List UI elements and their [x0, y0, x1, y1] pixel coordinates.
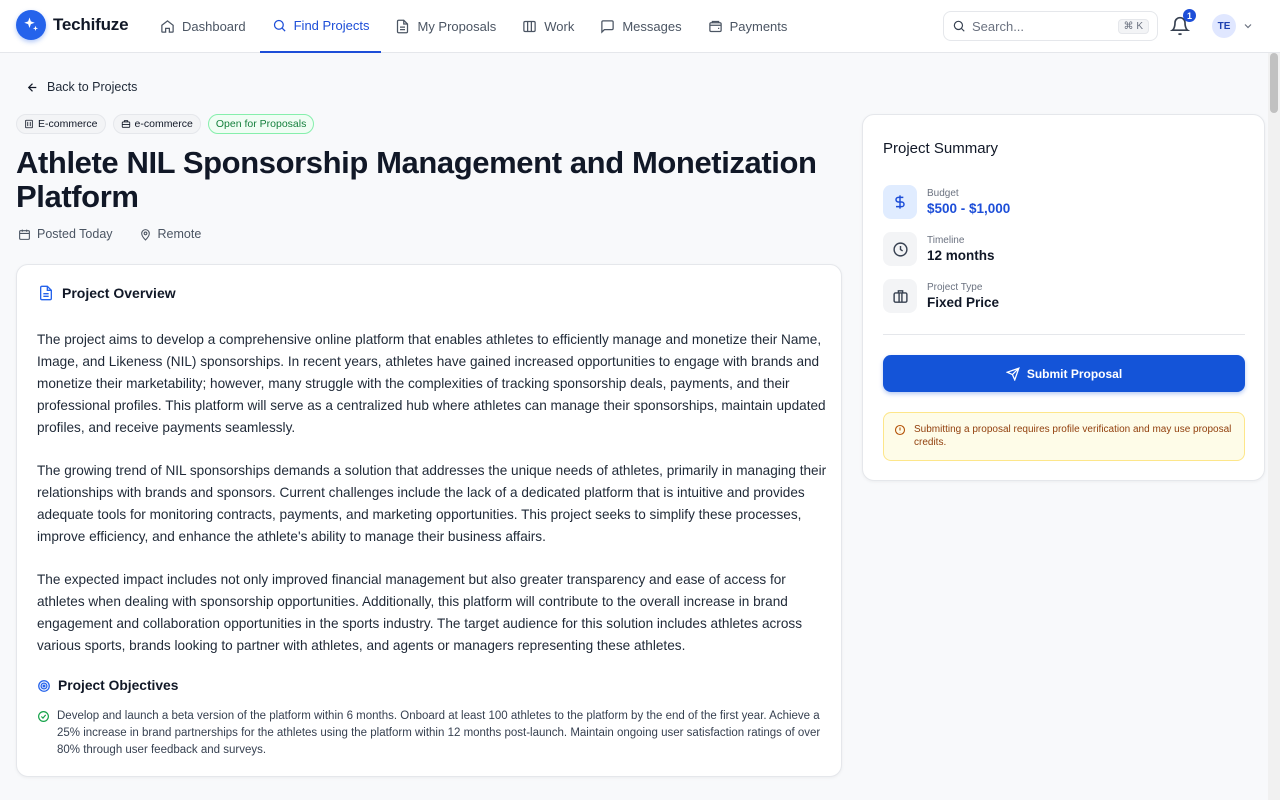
nav-my-proposals-label: My Proposals — [417, 19, 497, 34]
search-shortcut: ⌘ K — [1118, 19, 1149, 34]
chevron-down-icon[interactable] — [1242, 20, 1254, 32]
budget-value: $500 - $1,000 — [927, 201, 1011, 216]
sparkles-icon — [16, 10, 46, 40]
project-type-value: Fixed Price — [927, 295, 1000, 310]
objective-text: Develop and launch a beta version of the platform within 6 months. Onboard at least 100 athletes to the platform by the end of the first year. Achieve a 25% increase in brand partnerships for the athletes using the platform within 12 months post-launch. Maintain ongoing user satisfaction ratings of over 80% through user feedback and surveys. — [57, 710, 821, 756]
main-nav — [148, 0, 801, 53]
overview-heading-label: Project Overview — [62, 285, 176, 301]
search-input[interactable] — [972, 19, 1102, 34]
send-icon — [1006, 367, 1020, 381]
briefcase-icon — [883, 279, 917, 313]
project-type-label: Project Type — [927, 282, 983, 293]
building-icon — [24, 119, 34, 129]
logo[interactable] — [16, 10, 128, 40]
alert-circle-icon — [894, 424, 906, 436]
nav-dashboard[interactable] — [148, 0, 258, 53]
overview-body — [37, 329, 827, 678]
nav-dashboard-label: Dashboard — [182, 19, 246, 34]
nav-work-label: Work — [544, 19, 575, 34]
overview-paragraph: The expected impact includes not only improved financial management but also greater transparency and ease of access for athletes when dealing with sponsorship opportunities. Additionally, this platform will contribute to the overall increase in brand engagement and collaboration opportunities in the sports industry. The target audience for this solution includes athletes across various sports, brands looking to partner with athletes, and agents or managers representing these athletes. — [37, 572, 802, 653]
nav-payments[interactable] — [696, 0, 800, 53]
search-icon — [272, 18, 287, 33]
document-icon — [395, 19, 410, 34]
check-circle-icon — [37, 710, 50, 723]
wallet-icon — [708, 19, 723, 34]
tag-skill-label: e-commerce — [134, 118, 193, 130]
status-badge: Open for Proposals — [208, 114, 314, 134]
summary-budget — [883, 185, 1010, 219]
page-scrollbar[interactable] — [1268, 53, 1280, 800]
nav-messages[interactable] — [588, 0, 693, 53]
nav-work[interactable] — [510, 0, 586, 53]
objectives-heading-label: Project Objectives — [58, 678, 179, 693]
clock-icon — [883, 232, 917, 266]
page-title: Athlete NIL Sponsorship Management and Monetization Platform — [16, 145, 817, 214]
project-location-label: Remote — [157, 227, 202, 241]
overview-heading — [38, 285, 176, 301]
budget-label: Budget — [927, 188, 959, 199]
overview-paragraph: The growing trend of NIL sponsorships demands a solution that addresses the unique needs of athletes, primarily in managing their relationships with brands and sponsors. Current challenges include the lack of a dedicated platform that is intuitive and provides adequate tools for monitoring contracts, payments, and marketing opportunities. This project seeks to simplify these processes, improve efficiency, and enhance the athlete's ability to manage their business affairs. — [37, 463, 827, 544]
posted-date — [18, 227, 113, 241]
scrollbar-thumb[interactable] — [1270, 53, 1278, 113]
project-summary-card — [862, 114, 1265, 481]
columns-icon — [522, 19, 537, 34]
top-navbar — [0, 0, 1280, 53]
tag-category-label: E-commerce — [38, 118, 98, 130]
timeline-label: Timeline — [927, 235, 965, 246]
map-pin-icon — [139, 228, 152, 241]
nav-my-proposals[interactable] — [383, 0, 508, 53]
notice-text: Submitting a proposal requires profile verification and may use proposal credits. — [914, 424, 1232, 448]
summary-divider — [883, 334, 1245, 335]
verification-notice — [883, 412, 1245, 461]
search-box[interactable] — [943, 11, 1158, 41]
summary-title: Project Summary — [883, 140, 999, 157]
back-link-label: Back to Projects — [47, 80, 138, 94]
chat-icon — [600, 19, 615, 34]
timeline-value: 12 months — [927, 248, 995, 263]
project-tags — [16, 114, 314, 134]
target-icon — [37, 679, 51, 693]
project-location — [139, 227, 202, 241]
nav-payments-label: Payments — [729, 19, 788, 34]
arrow-left-icon — [26, 81, 39, 94]
summary-timeline — [883, 232, 995, 266]
avatar[interactable]: TE — [1212, 14, 1236, 38]
nav-find-projects-label: Find Projects — [293, 18, 370, 33]
nav-messages-label: Messages — [622, 19, 682, 34]
submit-proposal-button[interactable] — [883, 355, 1245, 392]
notification-badge: 1 — [1183, 9, 1196, 22]
project-overview-card — [16, 264, 842, 777]
submit-proposal-label: Submit Proposal — [1026, 366, 1123, 381]
tag-category[interactable] — [16, 114, 106, 134]
app-name: Techifuze — [53, 15, 129, 34]
dollar-icon — [883, 185, 917, 219]
objective-item — [37, 708, 827, 759]
search-icon — [952, 19, 966, 33]
overview-paragraph: The project aims to develop a comprehensive online platform that enables athletes to efficiently manage and monetize their Name, Image, and Likeness (NIL) sponsorships. In recent years, athletes have gained increased opportunities to engage with brands and monetize their marketability; however, many struggle with the complexities of tracking sponsorship deals, payments, and their professional profiles. This platform will serve as a centralized hub where athletes can manage their sponsorships, maintain updated profiles, and receive payments seamlessly. — [37, 332, 826, 435]
tag-icon — [121, 119, 131, 129]
tag-skill[interactable] — [113, 114, 201, 134]
back-to-projects-link[interactable] — [26, 80, 137, 94]
calendar-icon — [18, 228, 31, 241]
objectives-heading — [37, 678, 178, 693]
document-icon — [38, 285, 54, 301]
summary-project-type — [883, 279, 999, 313]
nav-find-projects[interactable] — [260, 0, 382, 53]
home-icon — [160, 19, 175, 34]
posted-date-label: Posted Today — [37, 227, 113, 241]
project-meta — [18, 227, 201, 241]
